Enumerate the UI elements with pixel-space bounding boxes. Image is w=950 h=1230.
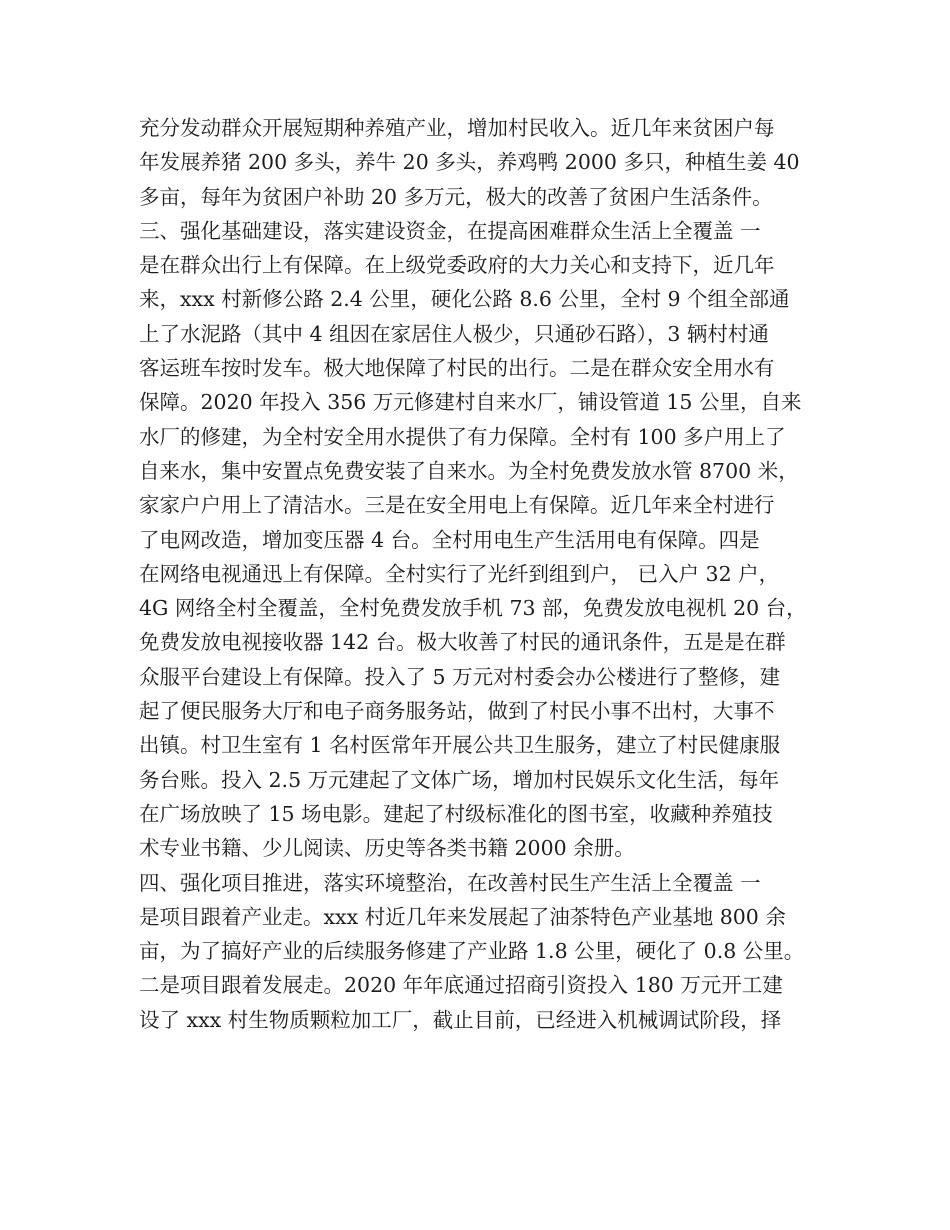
text-line: 二是项目跟着发展走。2020 年年底通过招商引资投入 180 万元开工建 — [139, 973, 783, 998]
text-line: 年发展养猪 200 多头，养牛 20 多头，养鸡鸭 2000 多只，种植生姜 40 — [139, 150, 800, 175]
text-line: 是项目跟着产业走。xxx 村近几年来发展起了油茶特色产业基地 800 余 — [139, 904, 786, 929]
text-line: 在广场放映了 15 场电影。建起了村级标准化的图书室，收藏种养殖技 — [139, 801, 773, 826]
body-text — [139, 111, 829, 1037]
text-line: 出镇。村卫生室有 1 名村医常年开展公共卫生服务，建立了村民健康服 — [139, 733, 781, 758]
text-line: 起了便民服务大厅和电子商务服务站，做到了村民小事不出村，大事不 — [139, 699, 775, 724]
text-line: 自来水，集中安置点免费安装了自来水。为全村免费发放水管 8700 米， — [139, 458, 799, 483]
text-line: 务台账。投入 2.5 万元建起了文体广场，增加村民娱乐文化生活，每年 — [139, 767, 780, 792]
text-line: 来，xxx 村新修公路 2.4 公里，硬化公路 8.6 公里，全村 9 个组全部通 — [139, 287, 790, 312]
text-line: 家家户户用上了清洁水。三是在安全用电上有保障。近几年来全村进行 — [139, 493, 775, 518]
text-line: 亩，为了搞好产业的后续服务修建了产业路 1.8 公里，硬化了 0.8 公里。 — [139, 939, 805, 964]
text-line: 了电网改造，增加变压器 4 台。全村用电生产生活用电有保障。四是 — [139, 527, 760, 552]
text-line: 在网络电视通迅上有保障。全村实行了光纤到组到户， 已入户 32 户， — [139, 561, 780, 586]
text-line: 保障。2020 年投入 356 万元修建村自来水厂，铺设管道 15 公里，自来 — [139, 390, 802, 415]
text-line: 充分发动群众开展短期种养殖产业，增加村民收入。近几年来贫困户每 — [139, 116, 775, 140]
text-line: 上了水泥路（其中 4 组因在家居住人极少，只通砂石路），3 辆村村通 — [139, 321, 769, 346]
section-heading-line: 四、强化项目推进，落实环境整治，在改善村民生产生活上全覆盖 一 — [139, 870, 761, 895]
text-line: 设了 xxx 村生物质颗粒加工厂，截止目前，已经进入机械调试阶段，择 — [139, 1007, 782, 1032]
text-line: 术专业书籍、少儿阅读、历史等各类书籍 2000 余册。 — [139, 836, 635, 861]
text-line: 客运班车按时发车。极大地保障了村民的出行。二是在群众安全用水有 — [139, 356, 775, 381]
text-line: 是在群众出行上有保障。在上级党委政府的大力关心和支持下，近几年 — [139, 253, 775, 278]
text-line: 多亩，每年为贫困户补助 20 多万元，极大的改善了贫困户生活条件。 — [139, 184, 773, 209]
text-line: 4G 网络全村全覆盖，全村免费发放手机 73 部，免费发放电视机 20 台， — [139, 596, 807, 621]
section-heading-line: 三、强化基础建设，落实建设资金，在提高困难群众生活上全覆盖 一 — [139, 218, 761, 243]
text-line: 众服平台建设上有保障。投入了 5 万元对村委会办公楼进行了整修，建 — [139, 664, 781, 689]
text-line: 水厂的修建，为全村安全用水提供了有力保障。全村有 100 多户用上了 — [139, 424, 786, 449]
text-line: 免费发放电视接收器 142 台。极大收善了村民的通讯条件，五是是在群 — [139, 630, 786, 655]
